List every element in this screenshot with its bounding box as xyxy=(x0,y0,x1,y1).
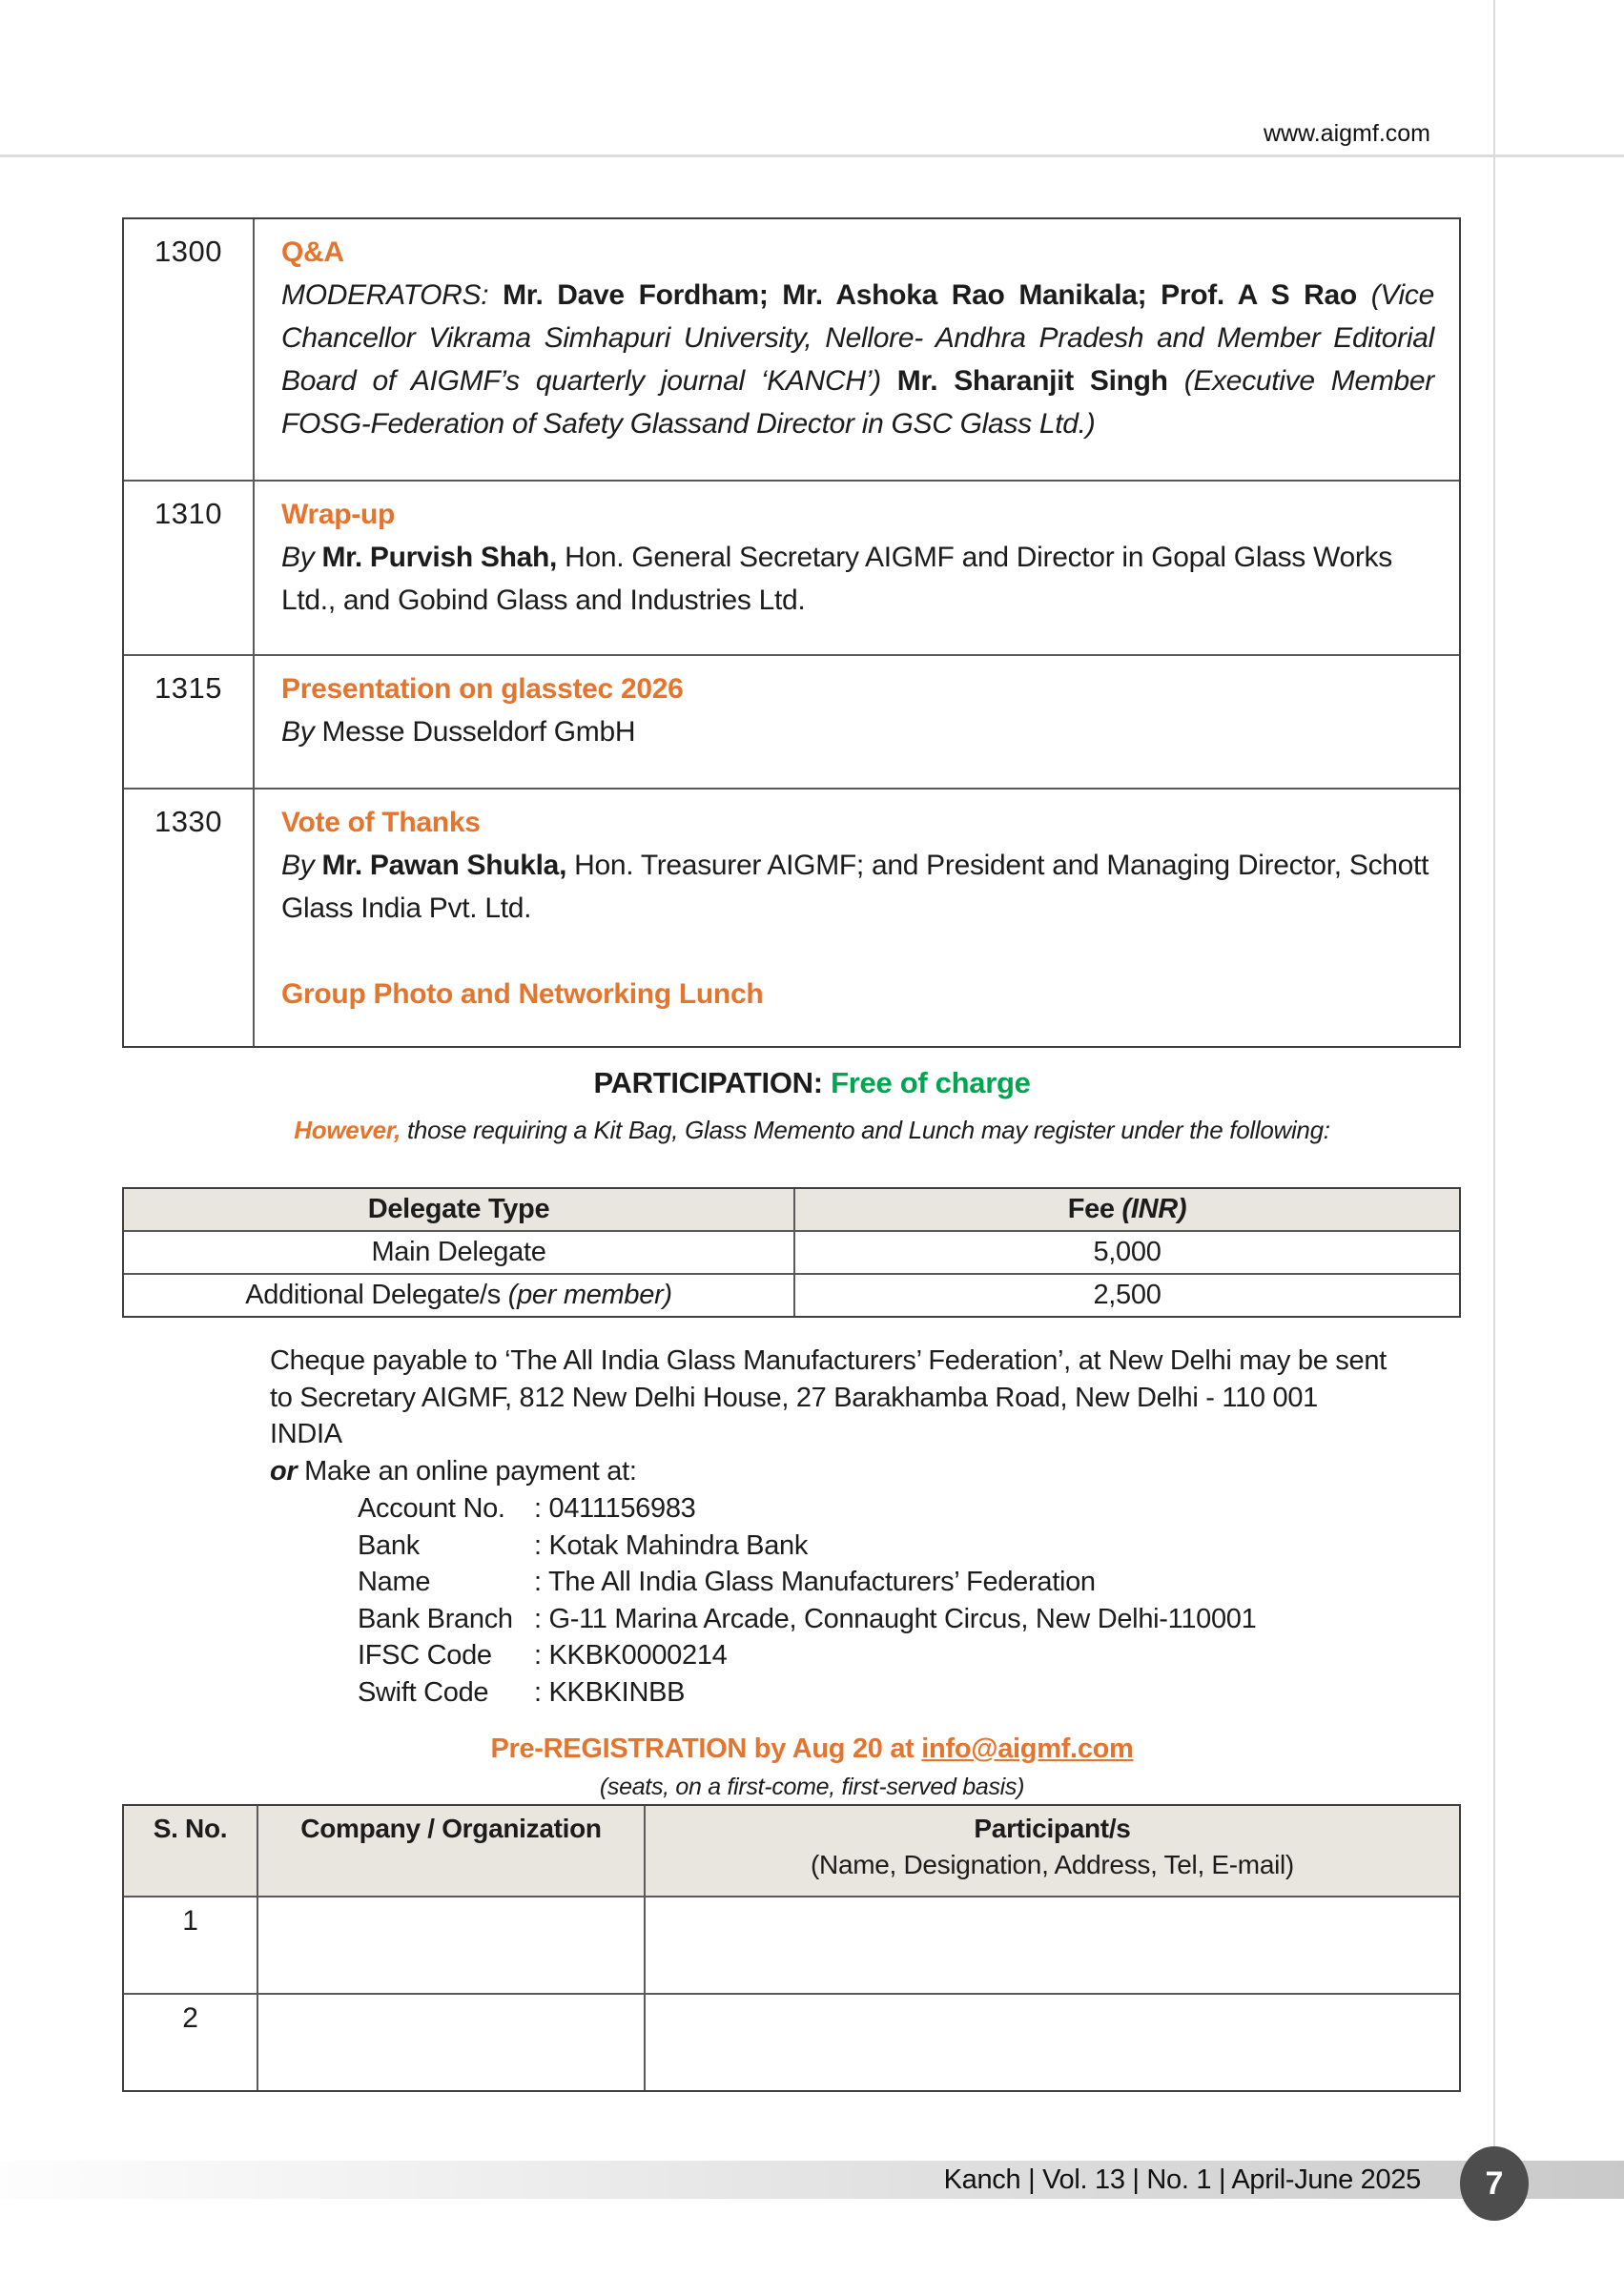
detail-bank-branch xyxy=(358,1601,1395,1638)
schedule-row-1310 xyxy=(124,480,1459,654)
detail-label: Name xyxy=(358,1567,431,1597)
participation-note xyxy=(0,1116,1624,1145)
schedule-body xyxy=(255,790,1459,1046)
by-label: By xyxy=(281,542,322,573)
journal-issue-label: Kanch | Vol. 13 | No. 1 | April-June 2025 xyxy=(943,2164,1421,2195)
detail-value: : G-11 Marina Arcade, Connaught Circus, New Delhi-110001 xyxy=(534,1603,1257,1634)
speaker-name: Mr. Purvish Shah, xyxy=(321,542,565,573)
company-cell xyxy=(257,1995,644,2090)
moderator-credentials-2: (Executive Member FOSG-Federation of Safety Glassand Director in GSC Glass Ltd.) xyxy=(281,365,1434,440)
detail-value: : The All India Glass Manufacturers’ Federation xyxy=(534,1567,1096,1597)
registration-row-1 xyxy=(124,1896,1459,1993)
detail-label: Bank Branch xyxy=(358,1603,513,1634)
schedule-time: 1330 xyxy=(124,790,255,1046)
moderator-credentials: (Vice Chancellor Vikrama Simhapuri University, Nellore- Andhra Pradesh and Member Editorial Board of AIGMF’s quarterly journal ‘KANCH’) xyxy=(281,279,1435,397)
session-title: Q&A xyxy=(281,236,344,268)
detail-label: Swift Code xyxy=(358,1676,489,1708)
schedule-body xyxy=(255,656,1459,788)
fee-table xyxy=(122,1187,1461,1318)
session-title: Presentation on glasstec 2026 xyxy=(281,673,684,705)
sno-header: S. No. xyxy=(153,1814,228,1843)
detail-bank xyxy=(358,1528,1395,1565)
participation-label: PARTICIPATION: xyxy=(593,1066,832,1099)
schedule-table xyxy=(122,217,1461,1048)
detail-value: : KKBKINBB xyxy=(534,1676,686,1708)
schedule-row-1330 xyxy=(124,788,1459,1046)
group-photo-note: Group Photo and Networking Lunch xyxy=(281,978,764,1010)
participation-heading xyxy=(0,1066,1624,1100)
schedule-row-1300 xyxy=(124,219,1459,480)
or-label: or xyxy=(270,1455,298,1487)
email-link[interactable]: info@aigmf.com xyxy=(921,1733,1134,1764)
moderator-name-2: Mr. Sharanjit Singh xyxy=(896,365,1184,397)
schedule-time: 1300 xyxy=(124,219,255,480)
fee-row-additional-delegate xyxy=(124,1273,1459,1316)
participants-header xyxy=(644,1806,1459,1896)
cheque-line-1: Cheque payable to ‘The All India Glass Manufacturers’ Federation’, at New Delhi may be sent xyxy=(270,1345,1387,1376)
speaker-credentials: Hon. General Secretary AIGMF and Director in Gopal Glass Works Ltd., and Gobind Glass and Industries Ltd. xyxy=(281,542,1392,616)
schedule-time: 1310 xyxy=(124,482,255,654)
fee-table-header xyxy=(124,1189,1459,1230)
by-label: By xyxy=(281,850,322,881)
registration-table xyxy=(122,1804,1461,2092)
participants-cell xyxy=(644,1995,1459,2090)
participants-header-title: Participant/s xyxy=(974,1814,1131,1843)
pre-registration-text: Pre-REGISTRATION by Aug 20 at xyxy=(490,1733,922,1764)
registration-table-header xyxy=(124,1806,1459,1896)
however-label: However, xyxy=(294,1116,401,1144)
speaker-name: Messe Dusseldorf GmbH xyxy=(321,716,636,748)
detail-name xyxy=(358,1564,1395,1601)
company-cell xyxy=(257,1898,644,1993)
pre-registration-line xyxy=(0,1733,1624,1765)
cheque-line-2: to Secretary AIGMF, 812 New Delhi House, 27 Barakhamba Road, New Delhi - 110 001 INDIA xyxy=(270,1382,1318,1449)
delegate-type-header: Delegate Type xyxy=(367,1194,550,1224)
schedule-body xyxy=(255,482,1459,654)
detail-value: : KKBK0000214 xyxy=(534,1640,728,1671)
page-number-badge: 7 xyxy=(1460,2146,1529,2221)
participants-header-note: (Name, Designation, Address, Tel, E-mail) xyxy=(811,1850,1294,1879)
fee-cell: 5,000 xyxy=(793,1232,1459,1273)
session-description xyxy=(281,844,1434,930)
online-payment-text: Make an online payment at: xyxy=(297,1455,637,1487)
delegate-type-cell xyxy=(124,1275,793,1316)
delegate-type-note: (per member) xyxy=(507,1280,672,1310)
website-url: www.aigmf.com xyxy=(1263,120,1430,147)
session-description xyxy=(281,536,1434,622)
detail-account-no xyxy=(358,1490,1395,1528)
speaker-name: Mr. Pawan Shukla, xyxy=(321,850,575,881)
fee-header xyxy=(793,1189,1459,1230)
fee-cell: 2,500 xyxy=(793,1275,1459,1316)
session-description xyxy=(281,710,1434,753)
moderators-names: Mr. Dave Fordham; Mr. Ashoka Rao Manikala; Prof. A S Rao xyxy=(503,279,1371,311)
schedule-body xyxy=(255,219,1459,480)
online-payment-line xyxy=(270,1453,1395,1490)
detail-value: : Kotak Mahindra Bank xyxy=(534,1529,809,1561)
seats-note: (seats, on a first-come, first-served basis) xyxy=(599,1774,1025,1800)
detail-label: Account No. xyxy=(358,1493,505,1524)
session-title: Vote of Thanks xyxy=(281,807,481,838)
fee-row-main-delegate xyxy=(124,1230,1459,1273)
detail-label: IFSC Code xyxy=(358,1640,492,1671)
detail-ifsc-code xyxy=(358,1637,1395,1674)
session-description xyxy=(281,274,1434,445)
payment-instructions xyxy=(270,1343,1395,1711)
sno-cell: 1 xyxy=(182,1905,198,1937)
delegate-type-text: Main Delegate xyxy=(371,1237,546,1267)
sno-cell: 2 xyxy=(182,2002,198,2034)
speaker-credentials: Hon. Treasurer AIGMF; and President and Managing Director, Schott Glass India Pvt. Ltd. xyxy=(281,850,1429,924)
top-divider xyxy=(0,154,1624,157)
detail-label: Bank xyxy=(358,1529,420,1561)
delegate-type-cell xyxy=(124,1232,793,1273)
detail-value: : 0411156983 xyxy=(534,1493,696,1524)
free-of-charge-label: Free of charge xyxy=(831,1066,1031,1099)
company-header: Company / Organization xyxy=(257,1806,644,1896)
schedule-row-1315 xyxy=(124,654,1459,788)
registration-row-2 xyxy=(124,1993,1459,2090)
fee-unit-label: (INR) xyxy=(1121,1194,1187,1224)
detail-swift-code xyxy=(358,1674,1395,1712)
by-label: By xyxy=(281,716,322,748)
participants-cell xyxy=(644,1898,1459,1993)
bank-details xyxy=(270,1490,1395,1711)
schedule-time: 1315 xyxy=(124,656,255,788)
delegate-type-text: Additional Delegate/s xyxy=(245,1280,508,1310)
moderators-label: MODERATORS: xyxy=(281,279,504,311)
participation-note-text: those requiring a Kit Bag, Glass Memento and Lunch may register under the following: xyxy=(401,1116,1330,1144)
session-title: Wrap-up xyxy=(281,499,395,530)
fee-label: Fee xyxy=(1067,1194,1122,1224)
